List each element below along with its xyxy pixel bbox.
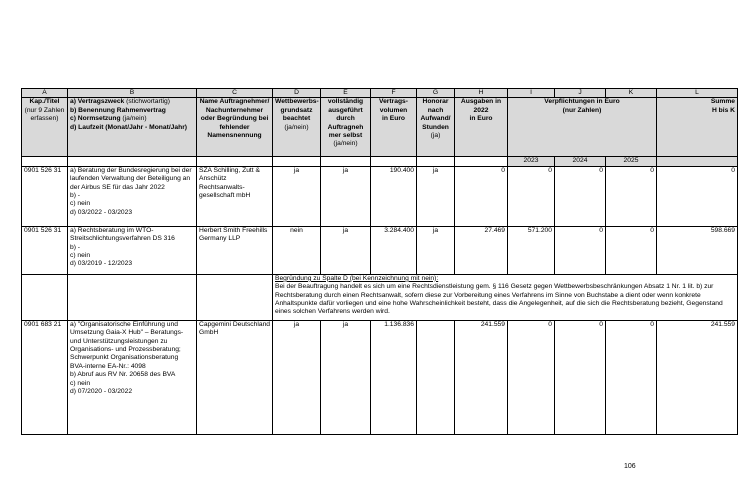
- verpflichtung-2023-cell: 571.200: [508, 226, 555, 274]
- col-letter: I: [508, 89, 555, 98]
- col-letter: J: [555, 89, 606, 98]
- ausgaben-cell: 241.559: [455, 320, 508, 434]
- table-row: [22, 320, 738, 434]
- honorar-cell: ja: [417, 226, 455, 274]
- ausgefuehrt-cell: ja: [321, 166, 371, 226]
- vertragszweck-cell: a) "Organisatorische Einführung und Umsetzung Gaia-X Hub" – Beratungs- und Unterstützungsleistungen zu Organisations- und Prozessberatung; Schwerpunkt Organisationsberatung BVA-interne EA-Nr.: 4098 b) Abruf aus RV Nr. 20658 des BVA c) nein d) 07/2020 - 03/2022: [68, 320, 197, 434]
- col-letter: G: [417, 89, 455, 98]
- header-honorar: Honorar nach Aufwand/ Stunden (ja): [417, 98, 455, 157]
- header-verpflichtungen: Verpflichtungen in Euro (nur Zahlen): [508, 98, 657, 124]
- header-auftragnehmer: Name Auftragnehmer/ Nachunternehmer oder Begründung bei fehlender Namensnennung: [197, 98, 273, 157]
- kap-titel-cell: 0901 526 31: [22, 166, 68, 226]
- expenditure-table: [21, 88, 738, 435]
- kap-titel-cell: 0901 526 31: [22, 226, 68, 274]
- col-letter: C: [197, 89, 273, 98]
- verpflichtung-2025-cell: 0: [606, 226, 657, 274]
- honorar-cell: ja: [417, 166, 455, 226]
- verpflichtung-2024-cell: 0: [555, 166, 606, 226]
- begruendung-note: [273, 274, 738, 320]
- summe-cell: 0: [657, 166, 738, 226]
- auftragnehmer-cell: Capgemini Deutschland GmbH: [197, 320, 273, 434]
- verpflichtung-2023-cell: 0: [508, 320, 555, 434]
- note-row: [22, 274, 738, 320]
- header-row: [22, 98, 738, 124]
- col-letter: K: [606, 89, 657, 98]
- year-2024: 2024: [555, 157, 606, 166]
- note-title: Begründung zu Spalte D (bei Kennzeichnung mit nein):: [275, 274, 439, 282]
- page-number: 106: [624, 463, 636, 470]
- header-summe: Summe H bis K: [657, 98, 738, 157]
- auftragnehmer-cell: SZA Schilling, Zutt & Anschütz Rechtsanwalts- gesellschaft mbH: [197, 166, 273, 226]
- header-wettbewerb: Wettbewerbs- grundsatz beachtet (ja/nein): [273, 98, 321, 157]
- col-letter: A: [22, 89, 68, 98]
- wettbewerb-cell: nein: [273, 226, 321, 274]
- col-letter: E: [321, 89, 371, 98]
- note-text: Bei der Beauftragung handelt es sich um eine Rechtsdienstleistung gem. § 116 Gesetz gegen Wettbewerbsbeschränkungen Absatz 1 Nr. 1 lit. b) zur Rechtsberatung durch einen Rechtsanwalt, sofern diese zur Vorbereitung eines Verfahrens im Sinne von Buchstabe a dient oder wenn konkrete Anhaltspunkte dafür vorliegen und eine hohe Wahrscheinlichkeit besteht, dass die Angelegenheit, auf die sich die Rechtsberatung bezieht, Gegenstand eines solchen Verfahrens werden wird.: [275, 283, 723, 316]
- wettbewerb-cell: ja: [273, 320, 321, 434]
- year-2023: 2023: [508, 157, 555, 166]
- table-row: [22, 226, 738, 274]
- vertragsvolumen-cell: 190.400: [371, 166, 417, 226]
- verpflichtung-2025-cell: 0: [606, 320, 657, 434]
- verpflichtung-2023-cell: 0: [508, 166, 555, 226]
- auftragnehmer-cell: Herbert Smith Freehills Germany LLP: [197, 226, 273, 274]
- year-2025: 2025: [606, 157, 657, 166]
- table-row: [22, 166, 738, 226]
- col-letter: F: [371, 89, 417, 98]
- header-vertragszweck: a) Vertragszweck (stichwortartig) b) Benennung Rahmenvertrag c) Normsetzung (ja/nein) d) Laufzeit (Monat/Jahr - Monat/Jahr): [68, 98, 197, 157]
- col-letter: D: [273, 89, 321, 98]
- verpflichtung-2024-cell: 0: [555, 226, 606, 274]
- summe-cell: 241.559: [657, 320, 738, 434]
- ausgaben-cell: 0: [455, 166, 508, 226]
- year-row: [22, 157, 738, 166]
- header-vertragsvolumen: Vertrags- volumen in Euro: [371, 98, 417, 157]
- header-ausgefuehrt: vollständig ausgeführt durch Auftragneh mer selbst (ja/nein): [321, 98, 371, 157]
- col-letter: B: [68, 89, 197, 98]
- kap-titel-cell: 0901 683 21: [22, 320, 68, 434]
- summe-cell: 598.669: [657, 226, 738, 274]
- vertragsvolumen-cell: 1.136.836: [371, 320, 417, 434]
- col-letter: L: [657, 89, 738, 98]
- wettbewerb-cell: ja: [273, 166, 321, 226]
- vertragszweck-cell: a) Beratung der Bundesregierung bei der laufenden Verwaltung der Beteiligung an der Airbus SE für das Jahr 2022 b) - c) nein d) 03/2022 - 03/2023: [68, 166, 197, 226]
- verpflichtung-2025-cell: 0: [606, 166, 657, 226]
- vertragsvolumen-cell: 3.284.400: [371, 226, 417, 274]
- ausgaben-cell: 27.469: [455, 226, 508, 274]
- header-ausgaben-2022: Ausgaben in 2022 in Euro: [455, 98, 508, 157]
- ausgefuehrt-cell: ja: [321, 320, 371, 434]
- column-letter-row: [22, 89, 738, 98]
- honorar-cell: [417, 320, 455, 434]
- col-letter: H: [455, 89, 508, 98]
- verpflichtung-2024-cell: 0: [555, 320, 606, 434]
- header-kap-titel: Kap./Titel (nur 9 Zahlen erfassen): [22, 98, 68, 157]
- vertragszweck-cell: a) Rechtsberatung im WTO- Streitschlichtungsverfahren DS 316 b) - c) nein d) 03/2019 - 12/2023: [68, 226, 197, 274]
- ausgefuehrt-cell: ja: [321, 226, 371, 274]
